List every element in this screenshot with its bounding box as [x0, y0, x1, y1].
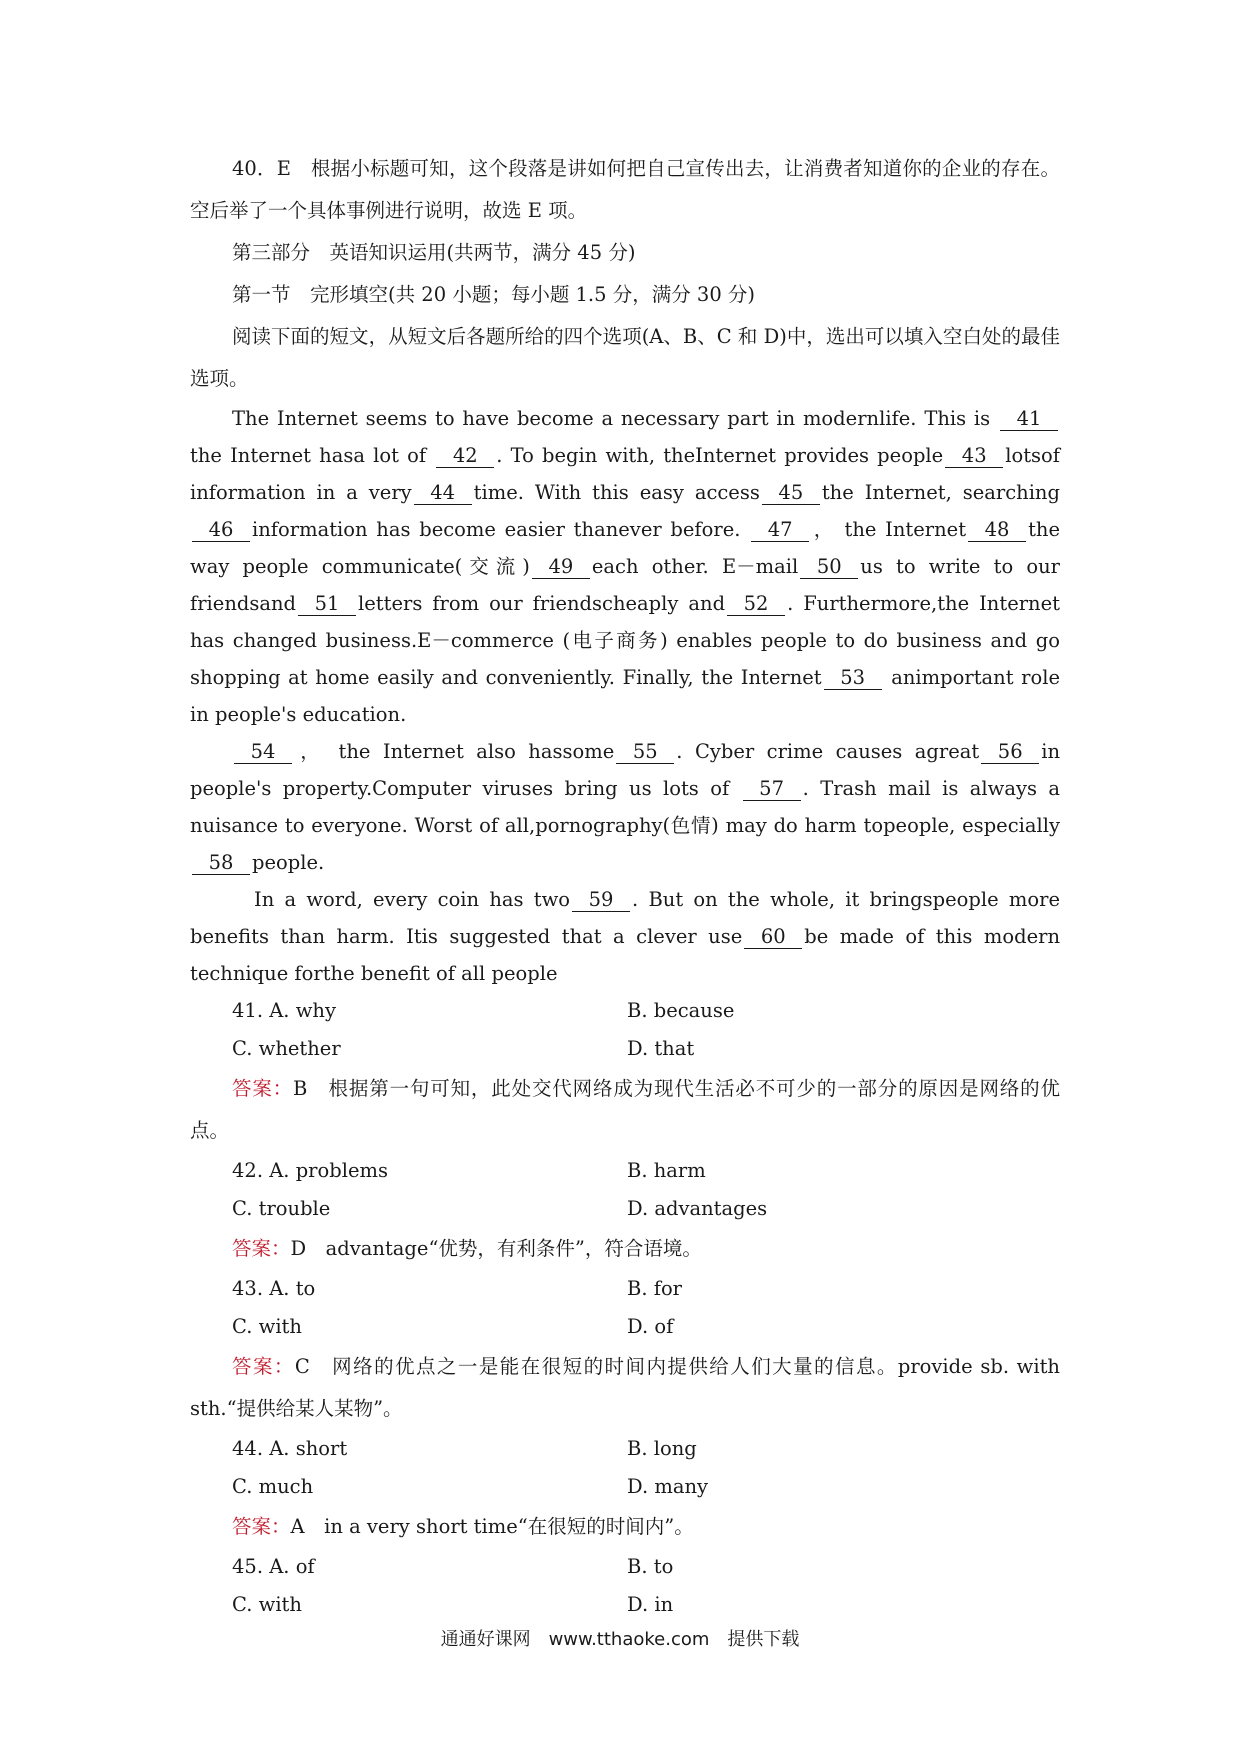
blank-55: 55	[616, 741, 674, 764]
blank-54: 54	[234, 741, 292, 764]
option-d: D. advantages	[627, 1197, 768, 1220]
question-43	[190, 1270, 1060, 1430]
option-a: 44. A. short	[232, 1437, 348, 1460]
passage-paragraph-3: In a word, every coin has two 59 . But on the whole, it bringspeople more benefits than harm. Itis suggested that a clever use 60 be made of this modern technique forthe benefit of all people	[190, 888, 1060, 985]
option-b: B. harm	[627, 1159, 706, 1182]
blank-45: 45	[762, 482, 820, 505]
blank-49: 49	[532, 556, 590, 579]
blank-57: 57	[743, 778, 801, 801]
answer-42	[190, 1228, 1060, 1270]
explanation-40	[190, 148, 1060, 232]
option-d: D. of	[627, 1315, 674, 1338]
blank-50: 50	[800, 556, 858, 579]
instructions: 阅读下面的短文，从短文后各题所给的四个选项(A、B、C 和 D)中，选出可以填入空白处的最佳选项。	[190, 325, 1060, 390]
blank-47: 47	[751, 519, 809, 542]
blank-56: 56	[981, 741, 1039, 764]
option-a: 43. A. to	[232, 1277, 316, 1300]
answer-41	[190, 1068, 1060, 1152]
blank-60: 60	[744, 926, 802, 949]
blank-44: 44	[414, 482, 472, 505]
option-c: C. with	[232, 1315, 302, 1338]
option-b: B. because	[627, 999, 735, 1022]
answer-label: 答案：	[232, 1515, 291, 1538]
answer-44	[190, 1506, 1060, 1548]
section1-heading: 第一节 完形填空(共 20 小题；每小题 1.5 分，满分 30 分)	[232, 283, 756, 306]
question-42	[190, 1152, 1060, 1270]
option-d: D. that	[627, 1037, 695, 1060]
question-44	[190, 1430, 1060, 1548]
answer-label: 答案：	[232, 1237, 291, 1260]
option-b: B. long	[627, 1437, 697, 1460]
option-a: 45. A. of	[232, 1555, 315, 1578]
blank-59: 59	[572, 889, 630, 912]
blank-58: 58	[192, 852, 250, 875]
answer-label: 答案：	[232, 1077, 294, 1100]
option-c: C. trouble	[232, 1197, 331, 1220]
blank-51: 51	[298, 593, 356, 616]
option-c: C. whether	[232, 1037, 341, 1060]
option-a: 41. A. why	[232, 999, 336, 1022]
option-b: B. to	[627, 1555, 674, 1578]
blank-46: 46	[192, 519, 250, 542]
passage-paragraph-1: The Internet seems to have become a necessary part in modernlife. This is 41 the Internet hasa lot of 42 . To begin with, theInternet provides people 43 lotsof information in a very 44 time. With this easy access 45 the Internet, searching46 information has become easier thanever before. 47 ， the Internet 48 the way people communicate(交流) 49 each other. E－mail 50 us to write to our friendsand 51 letters from our friendscheaply and 52 . Furthermore,the Internet has changed business.E－commerce (电子商务) enables people to do business and go shopping at home easily and conveniently. Finally, the Internet 53 animportant role in people's education.	[190, 407, 1060, 726]
option-c: C. with	[232, 1593, 302, 1616]
option-c: C. much	[232, 1475, 314, 1498]
blank-48: 48	[968, 519, 1026, 542]
explanation-number: 40．E	[232, 157, 291, 180]
blank-52: 52	[727, 593, 785, 616]
answer-43	[190, 1346, 1060, 1430]
answer-text: A in a very short time“在很短的时间内”。	[290, 1515, 694, 1538]
blank-43: 43	[945, 445, 1003, 468]
option-b: B. for	[627, 1277, 683, 1300]
part3-heading: 第三部分 英语知识运用(共两节，满分 45 分)	[232, 241, 636, 264]
question-41	[190, 992, 1060, 1152]
answer-text: C 网络的优点之一是能在很短的时间内提供给人们大量的信息。provide sb. with sth.“提供给某人某物”。	[190, 1355, 1060, 1420]
option-d: D. many	[627, 1475, 709, 1498]
question-45	[190, 1548, 1060, 1624]
answer-text: B 根据第一句可知，此处交代网络成为现代生活必不可少的一部分的原因是网络的优点。	[190, 1077, 1060, 1142]
answer-label: 答案：	[232, 1355, 295, 1378]
blank-53: 53	[824, 667, 882, 690]
explanation-text: 根据小标题可知，这个段落是讲如何把自己宣传出去，让消费者知道你的企业的存在。空后举了一个具体事例进行说明，故选 E 项。	[190, 157, 1060, 222]
option-d: D. in	[627, 1593, 674, 1616]
passage-paragraph-2: 54 ， the Internet also hassome 55 . Cyber crime causes agreat 56 in people's property.Computer viruses bring us lots of 57 . Trash mail is always a nuisance to everyone. Worst of all,pornography(色情) may do harm topeople, especially58 people.	[190, 740, 1061, 874]
page-footer: 通通好课网 www.tthaoke.com 提供下载	[440, 1629, 800, 1650]
blank-41: 41	[1000, 408, 1058, 431]
option-a: 42. A. problems	[232, 1159, 388, 1182]
answer-text: D advantage“优势，有利条件”，符合语境。	[290, 1237, 702, 1260]
blank-42: 42	[436, 445, 494, 468]
document-body	[190, 148, 1060, 1624]
